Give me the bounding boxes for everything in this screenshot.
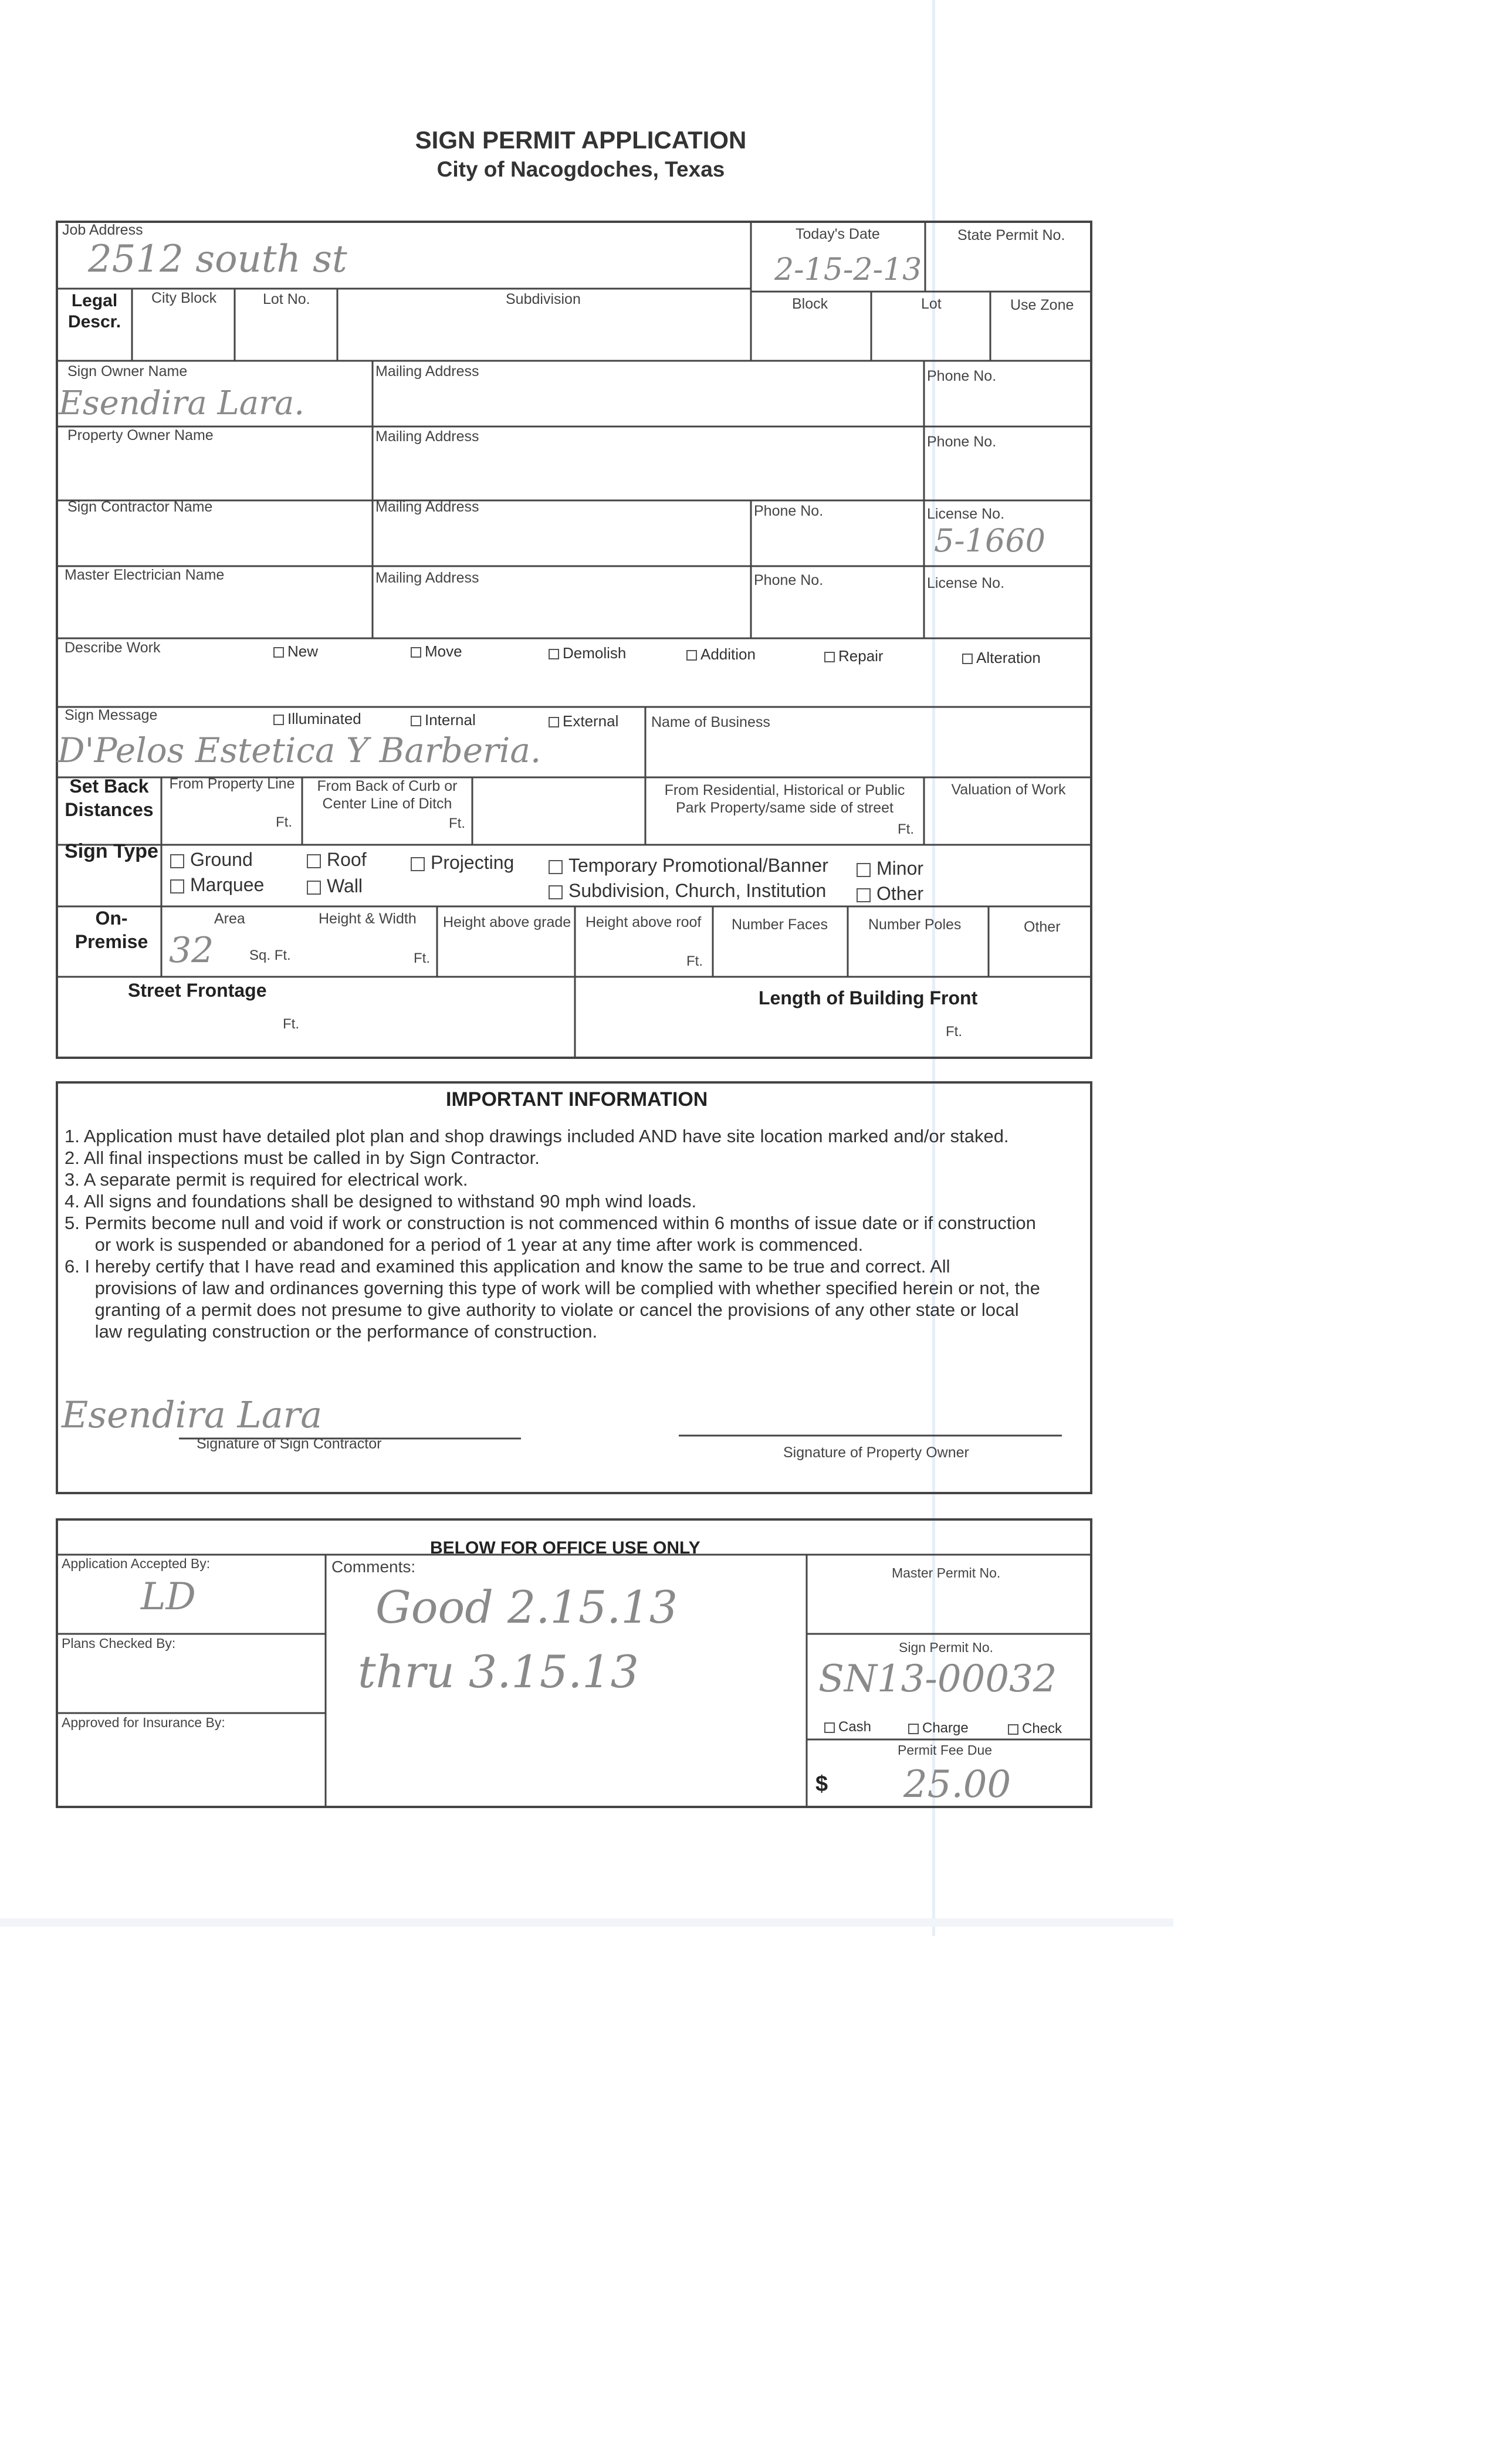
- mailing-address-label-1: Mailing Address: [375, 363, 479, 380]
- accepted-by-value[interactable]: LD: [141, 1575, 196, 1619]
- master-electrician-label: Master Electrician Name: [65, 567, 225, 583]
- sign-type-temporary-checkbox[interactable]: Temporary Promotional/Banner: [549, 855, 828, 876]
- info-item: 5. Permits become null and void if work or construction is not commenced within 6 months of issue date or if construction: [65, 1213, 1036, 1233]
- accepted-by-label: Application Accepted By:: [62, 1556, 211, 1571]
- info-item: 2. All final inspections must be called in by Sign Contractor.: [65, 1148, 540, 1168]
- ft-unit-5: Ft.: [686, 953, 703, 969]
- license-no-label-1: License No.: [927, 506, 1005, 522]
- other-label: Other: [1024, 919, 1061, 935]
- page-title: SIGN PERMIT APPLICATION: [415, 126, 747, 154]
- currency-symbol: $: [815, 1772, 828, 1796]
- illuminated-checkbox[interactable]: Illuminated: [273, 710, 361, 728]
- height-above-roof-label: Height above roof: [585, 914, 702, 930]
- sign-type-marquee-checkbox[interactable]: Marquee: [170, 874, 264, 896]
- permit-fee-label: Permit Fee Due: [898, 1742, 993, 1758]
- plans-checked-label: Plans Checked By:: [62, 1636, 176, 1651]
- sign-contractor-label: Sign Contractor Name: [67, 499, 213, 515]
- owner-signature-label: Signature of Property Owner: [783, 1444, 969, 1461]
- phone-no-label-3: Phone No.: [754, 503, 824, 519]
- sign-message-value[interactable]: D'Pelos Estetica Y Barberia.: [57, 730, 541, 770]
- work-demolish-checkbox[interactable]: Demolish: [549, 644, 626, 662]
- comment-line-1[interactable]: Good 2.15.13: [375, 1581, 678, 1633]
- ft-unit-2: Ft.: [449, 815, 465, 831]
- payment-cash-checkbox[interactable]: Cash: [824, 1719, 871, 1735]
- sign-type-label: Sign Type: [65, 840, 158, 862]
- work-move-checkbox[interactable]: Move: [411, 642, 462, 661]
- sign-owner-label: Sign Owner Name: [67, 363, 188, 380]
- number-faces-label: Number Faces: [732, 916, 828, 933]
- info-item: 3. A separate permit is required for electrical work.: [65, 1169, 468, 1190]
- work-new-checkbox[interactable]: New: [273, 642, 318, 661]
- height-above-grade-label: Height above grade: [443, 914, 571, 930]
- info-item: granting of a permit does not presume to give authority to violate or cancel the provisions of any other state or local: [65, 1299, 1019, 1320]
- mailing-address-label-3: Mailing Address: [375, 499, 479, 515]
- sign-type-minor-checkbox[interactable]: Minor: [857, 858, 923, 879]
- license-no-value[interactable]: 5-1660: [934, 522, 1046, 559]
- block-label: Block: [792, 296, 828, 312]
- sign-type-other-checkbox[interactable]: Other: [857, 883, 923, 905]
- from-residential-label: From Residential, Historical or Public Park Property/same side of street: [664, 782, 905, 816]
- business-name-label: Name of Business: [651, 714, 770, 730]
- sqft-unit: Sq. Ft.: [249, 947, 291, 963]
- info-item: provisions of law and ordinances governing this type of work will be complied with whether specified herein or not, the: [65, 1278, 1040, 1298]
- sign-type-projecting-checkbox[interactable]: Projecting: [411, 852, 514, 874]
- sign-type-roof-checkbox[interactable]: Roof: [307, 849, 367, 871]
- state-permit-label: State Permit No.: [957, 227, 1065, 243]
- from-property-line-label: From Property Line: [169, 776, 295, 792]
- contractor-signature-label: Signature of Sign Contractor: [197, 1436, 382, 1452]
- info-item: or work is suspended or abandoned for a period of 1 year at any time after work is commenced.: [65, 1234, 864, 1255]
- work-alteration-checkbox[interactable]: Alteration: [962, 649, 1041, 667]
- ft-unit-7: Ft.: [946, 1024, 962, 1040]
- street-frontage-label: Street Frontage: [128, 980, 267, 1001]
- office-use-title: BELOW FOR OFFICE USE ONLY: [430, 1538, 700, 1558]
- sign-type-ground-checkbox[interactable]: Ground: [170, 849, 253, 871]
- sign-permit-label: Sign Permit No.: [899, 1640, 994, 1655]
- number-poles-label: Number Poles: [868, 916, 962, 933]
- job-address-value[interactable]: 2512 south st: [88, 238, 347, 281]
- area-label: Area: [214, 911, 245, 927]
- lot-label: Lot: [921, 296, 942, 312]
- license-no-label-2: License No.: [927, 575, 1005, 591]
- sign-type-subdivision-checkbox[interactable]: Subdivision, Church, Institution: [549, 880, 826, 902]
- work-addition-checkbox[interactable]: Addition: [686, 645, 756, 664]
- comments-label: Comments:: [331, 1558, 416, 1576]
- sign-owner-value[interactable]: Esendira Lara.: [59, 384, 305, 422]
- sign-permit-value[interactable]: SN13-00032: [818, 1657, 1057, 1701]
- mailing-address-label-2: Mailing Address: [375, 428, 479, 445]
- valuation-label: Valuation of Work: [951, 781, 1066, 798]
- payment-check-checkbox[interactable]: Check: [1008, 1721, 1062, 1737]
- info-item: 6. I hereby certify that I have read and examined this application and know the same to be true and correct. All: [65, 1256, 950, 1277]
- from-back-of-curb-label: From Back of Curb or Center Line of Ditch: [317, 778, 458, 812]
- comment-line-2[interactable]: thru 3.15.13: [358, 1646, 639, 1698]
- info-item: 1. Application must have detailed plot plan and shop drawings included AND have site location marked and/or staked.: [65, 1126, 1009, 1146]
- master-permit-label: Master Permit No.: [892, 1565, 1001, 1580]
- todays-date-value[interactable]: 2-15-2-13: [774, 252, 922, 287]
- job-address-label: Job Address: [62, 222, 143, 238]
- internal-checkbox[interactable]: Internal: [411, 711, 476, 729]
- insurance-label: Approved for Insurance By:: [62, 1715, 225, 1730]
- height-width-label: Height & Width: [319, 911, 417, 927]
- contractor-signature-value[interactable]: Esendira Lara: [62, 1393, 323, 1436]
- payment-charge-checkbox[interactable]: Charge: [908, 1720, 969, 1737]
- ft-unit-3: Ft.: [898, 821, 914, 837]
- property-owner-label: Property Owner Name: [67, 427, 214, 444]
- ft-unit-1: Ft.: [276, 814, 292, 830]
- phone-no-label-1: Phone No.: [927, 368, 997, 384]
- on-premise-label: On-Premise: [75, 908, 148, 952]
- city-block-label: City Block: [151, 290, 217, 306]
- sign-type-wall-checkbox[interactable]: Wall: [307, 875, 363, 897]
- mailing-address-label-4: Mailing Address: [375, 570, 479, 586]
- lot-no-label: Lot No.: [263, 291, 310, 307]
- page-subtitle: City of Nacogdoches, Texas: [436, 157, 725, 181]
- phone-no-label-2: Phone No.: [927, 434, 997, 450]
- set-back-label: Set Back Distances: [65, 776, 154, 820]
- ft-unit-6: Ft.: [283, 1016, 299, 1032]
- area-value[interactable]: 32: [169, 930, 214, 971]
- use-zone-label: Use Zone: [1010, 297, 1074, 313]
- todays-date-label: Today's Date: [796, 226, 880, 242]
- phone-no-label-4: Phone No.: [754, 572, 824, 588]
- important-info-list: [65, 1125, 1040, 1342]
- info-item: 4. All signs and foundations shall be designed to withstand 90 mph wind loads.: [65, 1191, 697, 1211]
- info-item: law regulating construction or the performance of construction.: [65, 1321, 598, 1342]
- ft-unit-4: Ft.: [414, 950, 430, 966]
- describe-work-label: Describe Work: [65, 639, 161, 656]
- sign-message-label: Sign Message: [65, 707, 158, 723]
- subdivision-label: Subdivision: [506, 291, 581, 307]
- building-front-label: Length of Building Front: [759, 987, 978, 1008]
- external-checkbox[interactable]: External: [549, 712, 618, 730]
- important-info-title: IMPORTANT INFORMATION: [446, 1088, 708, 1111]
- permit-fee-value[interactable]: 25.00: [903, 1763, 1011, 1806]
- work-repair-checkbox[interactable]: Repair: [824, 647, 884, 665]
- legal-descr-label: Legal Descr.: [67, 291, 121, 331]
